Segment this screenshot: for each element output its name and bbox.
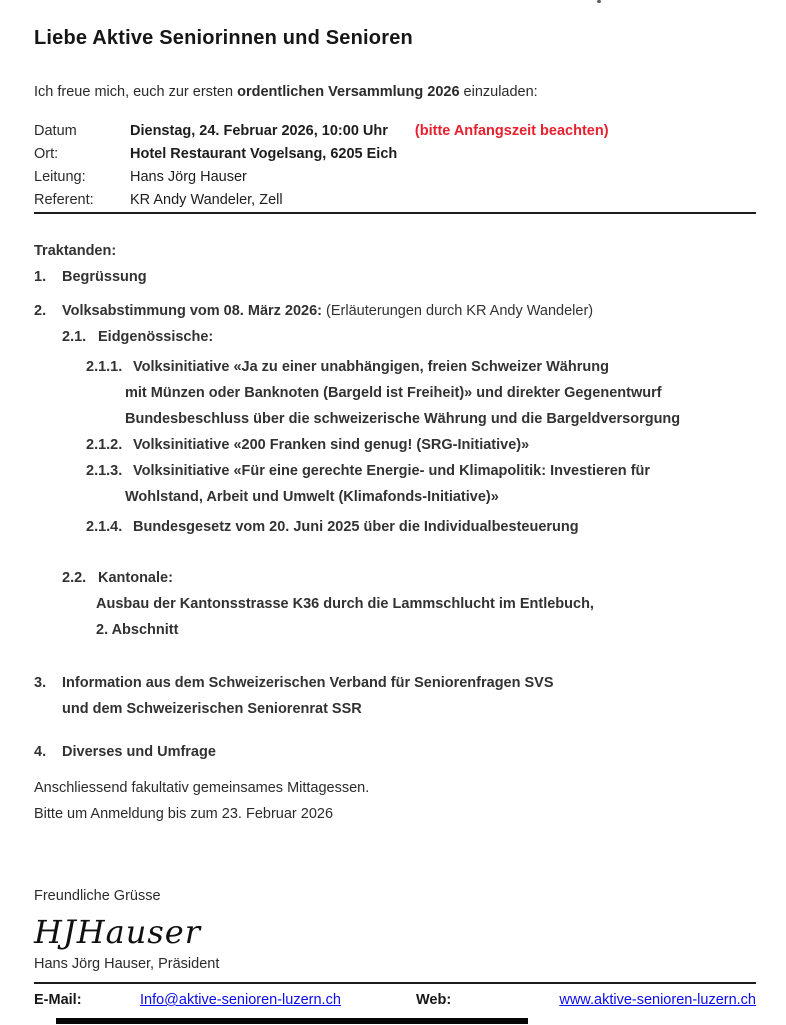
agenda-heading: Traktanden:: [34, 243, 117, 259]
intro-pre: Ich freue mich, euch zur ersten: [34, 84, 238, 100]
agenda-item-2-1-2: [86, 432, 756, 458]
item-text: Eidgenössische:: [98, 329, 214, 345]
agenda-item-2-2-line1: Ausbau der Kantonsstrasse K36 durch die Lammschlucht im Entlebuch,: [96, 596, 594, 612]
item-text: Diverses und Umfrage: [62, 744, 216, 760]
signer-name: Hans Jörg Hauser, Präsident: [34, 956, 220, 972]
agenda: [34, 238, 756, 765]
web-label: Web:: [416, 992, 452, 1008]
letter-title: Liebe Aktive Seniorinnen und Senioren: [34, 27, 413, 49]
detail-row-ort: [34, 143, 756, 166]
start-time-warning: (bitte Anfangszeit beachten): [414, 123, 609, 139]
detail-row-leitung: [34, 166, 756, 189]
item-number: 2.2.: [62, 570, 87, 586]
web-cell: [526, 991, 756, 1009]
agenda-item-2-1-1-line2: mit Münzen oder Banknoten (Bargeld ist Freiheit)» und direkter Gegenentwurf: [125, 385, 662, 401]
intro-bold: ordentlichen Versammlung 2026: [237, 84, 460, 100]
agenda-item-3: [34, 670, 756, 696]
email-link[interactable]: Info@aktive-senioren-luzern.ch: [140, 992, 341, 1008]
greeting-text: Freundliche Grüsse: [34, 888, 161, 904]
item-number: 1.: [34, 269, 47, 285]
item-text: Bundesgesetz vom 20. Juni 2025 über die Individualbesteuerung: [133, 519, 579, 535]
email-label: E-Mail:: [34, 992, 82, 1008]
email-cell: [140, 991, 416, 1009]
meeting-details: [34, 120, 756, 212]
item-text: [62, 298, 593, 324]
detail-row-referent: [34, 189, 756, 212]
header-divider: [34, 212, 756, 214]
intro-paragraph: [34, 82, 756, 102]
referent-value: KR Andy Wandeler, Zell: [130, 192, 283, 208]
item-text: Begrüssung: [62, 269, 147, 285]
item-text-note: (Erläuterungen durch KR Andy Wandeler): [322, 303, 594, 319]
datum-label: Datum: [34, 123, 77, 139]
closing-line-2: Bitte um Anmeldung bis zum 23. Februar 2026: [34, 806, 334, 822]
item-number: 2.1.3.: [86, 463, 123, 479]
item-number: 2.1.4.: [86, 519, 123, 535]
datum-value: Dienstag, 24. Februar 2026, 10:00 Uhr: [130, 123, 388, 139]
item-number: 2.: [34, 303, 47, 319]
agenda-item-2-2-line2: 2. Abschnitt: [96, 622, 179, 638]
closing-paragraph: [34, 775, 756, 827]
intro-post: einzuladen:: [459, 84, 538, 100]
detail-row-datum: [34, 120, 756, 143]
agenda-item-2-2: [62, 565, 756, 591]
agenda-item-1: [34, 264, 756, 290]
agenda-item-2-1-3: [86, 458, 756, 484]
agenda-item-2-1-4: [86, 514, 756, 540]
item-text-bold: Volksabstimmung vom 08. März 2026:: [62, 303, 323, 319]
item-number: 2.1.2.: [86, 437, 123, 453]
agenda-item-4: [34, 739, 756, 765]
item-number: 4.: [34, 744, 47, 760]
agenda-item-2-1: [62, 324, 756, 350]
page-edge-mark: [597, 0, 601, 3]
referent-label: Referent:: [34, 192, 94, 208]
web-link[interactable]: www.aktive-senioren-luzern.ch: [559, 992, 756, 1008]
leitung-value: Hans Jörg Hauser: [130, 169, 247, 185]
agenda-item-2-1-3-line2: Wohlstand, Arbeit und Umwelt (Klimafonds-Initiative)»: [125, 489, 499, 505]
contact-footer: [34, 984, 756, 1009]
item-text: Volksinitiative «200 Franken sind genug! (SRG-Initiative)»: [133, 437, 530, 453]
item-number: 3.: [34, 675, 47, 691]
handwritten-signature: HJHauser: [34, 913, 201, 951]
agenda-item-2: [34, 298, 756, 324]
item-text: Information aus dem Schweizerischen Verband für Seniorenfragen SVS: [62, 675, 554, 691]
item-text: Volksinitiative «Ja zu einer unabhängigen, freien Schweizer Währung: [133, 359, 609, 375]
agenda-item-2-1-1: [86, 354, 756, 380]
closing-line-1: Anschliessend fakultativ gemeinsames Mittagessen.: [34, 780, 370, 796]
agenda-item-3-line2: und dem Schweizerischen Seniorenrat SSR: [62, 701, 362, 717]
item-text: Kantonale:: [98, 570, 173, 586]
leitung-label: Leitung:: [34, 169, 86, 185]
page-bottom-bar: [56, 1018, 528, 1024]
item-number: 2.1.: [62, 329, 87, 345]
item-number: 2.1.1.: [86, 359, 123, 375]
item-text: Volksinitiative «Für eine gerechte Energie- und Klimapolitik: Investieren für: [133, 463, 651, 479]
ort-label: Ort:: [34, 146, 59, 162]
ort-value: Hotel Restaurant Vogelsang, 6205 Eich: [130, 146, 398, 162]
agenda-item-2-1-1-line3: Bundesbeschluss über die schweizerische Währung und die Bargeldversorgung: [125, 411, 681, 427]
